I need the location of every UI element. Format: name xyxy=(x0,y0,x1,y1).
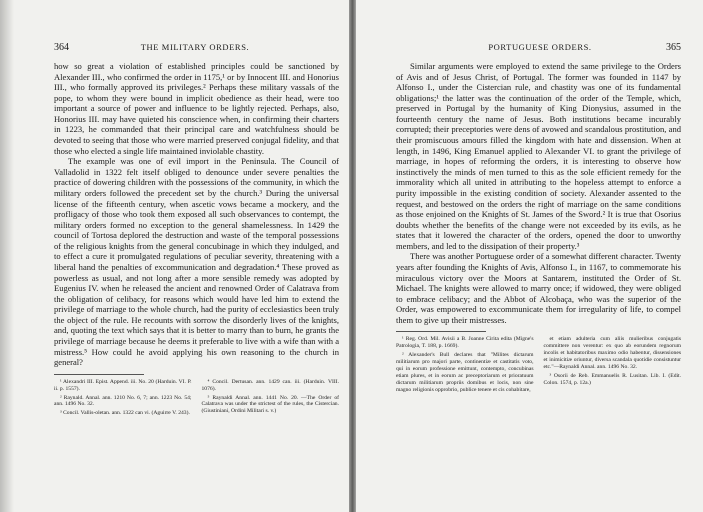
right-page xyxy=(356,0,703,512)
footnotes xyxy=(54,379,339,420)
book-gutter xyxy=(349,0,356,512)
body-text xyxy=(54,61,339,368)
running-title: THE MILITARY ORDERS. xyxy=(140,42,250,52)
footnote: ⁵ Raynaldi Annal. ann. 1441 No. 20. —The Order of Calatrava was under the strictest of the rules, the Cistercian. (Giustiniani, Ordini Militari s. v.) xyxy=(201,394,339,415)
body-text xyxy=(396,61,681,325)
footnotes xyxy=(396,336,681,395)
page-number: 365 xyxy=(666,42,681,53)
footnote-column xyxy=(54,379,192,420)
page-edge-shadow xyxy=(0,0,14,512)
paragraph: The example was one of evil import in the Peninsula. The Council of Valladolid in 1322 felt itself obliged to denounce under severe penalties the practice of dowering children with the possessions of the community, in which the military orders followed the precedent set by the church.³ During the universal license of the fifteenth century, when ascetic vows became a mockery, and the profligacy of those who took them exposed all such observances to contempt, the military orders formed no exception to the general shamelessness. In 1429 the council of Tortosa deplored the destruction and waste of the temporal possessions of the religious knights from the general concubinage in which they indulged, and to effect a cure it promulgated regulations of peculiar severity, threatening with a liberal hand the penalties of excommunication and degradation.⁴ These proved as powerless as usual, and not long after a more sensible remedy was adopted by Eugenius IV. when he released the ancient and renowned Order of Calatrava from the obligation of celibacy, for reasons which would have led him to extend the privilege of marriage to the whole church, had the purity of ecclesiastics been truly the object of the rule. He recounts with sorrow the disorderly lives of the knights, and, quoting the text which says that it is better to marry than to burn, he grants the privilege of marriage because he deems it preferable to live with a wife than with a mistress.⁵ How could he avoid applying his own reasoning to the church in general? xyxy=(54,156,339,368)
footnote: ³ Osorii de Reb. Emmanuelis R. Lusitan. Lib. I. (Edit. Colon. 1574, p. 12a.) xyxy=(543,372,681,386)
footnote-divider xyxy=(396,331,486,332)
footnote-column xyxy=(396,336,534,395)
footnote: ¹ Reg. Ord. Mil. Avisii a B. Joanne Cirita edita (Migne's Patrologia, T. 188, p. 1669). xyxy=(396,336,534,350)
footnote-column xyxy=(202,379,340,420)
footnote: ² Raynald. Annal. ann. 1210 No. 6, 7; ann. 1223 No. 54; ann. 1496 No. 32. xyxy=(54,394,192,408)
footnote: et etiam adulteria cum aliis mulieribus conjugatis committere non verentur: ex quo ab eorundem regnorum incolis et habitatoribus maximo odio habentur, dissensiones et inimicitiæ oriuntur, diversa scandala quotidie consistuntur etc."—Raynaldi Annal. ann. 1496 No. 32. xyxy=(543,336,681,371)
footnote-divider xyxy=(54,374,144,375)
footnote-column xyxy=(544,336,682,395)
running-title: PORTUGUESE ORDERS. xyxy=(488,42,592,52)
footnote: ³ Concil. Vallis-oletan. ann. 1322 can vi. (Aguirre V. 243). xyxy=(60,410,190,417)
footnote: ¹ Alexandri III. Epist. Append. iii. No. 20 (Harduin. VI. P. ii. p. 1557). xyxy=(54,378,192,392)
footnote: ² Alexander's Bull declares that "Milites dictarum militiarum pro majori parte, continentiæ et castitatis voto, qui in eorum professione emittunt, contempto, concubinas etiam plures, et in eorum ac preceptoriarum et prioratuum dictarum militiarum propriis domibus et locis, non sine magno religionis opprobrio, publice tenere et cis cohabitare, xyxy=(396,352,534,393)
paragraph: how so great a violation of established principles could be sanctioned by Alexander III., who confirmed the order in 1175,¹ or by Innocent III. and Honorius III., who formally approved its privileges.² Perhaps these military vassals of the pope, to whom they were bound in implicit obedience as their head, were too important a source of power and influence to be lightly rejected. Perhaps, also, Honorius III. may have quieted his conscience when, in confirming their charters in 1223, he commanded that their principal care and watchfulness should be devoted to seeing that those who were married preserved conjugal fidelity, and that those who elected a single life maintained inviolable chastity. xyxy=(54,61,339,156)
paragraph: There was another Portuguese order of a somewhat different character. Twenty years after founding the Knights of Avis, Alfonso I., in 1167, to commemorate his miraculous victory over the Moors at Santarem, instituted the Order of St. Michael. The knights were allowed to marry once; if widowed, they were obliged to embrace celibacy; and the Abbot of Alcobaça, who was the superior of the Order, was empowered to excommunicate them for irregularity of life, to compel them to give up their mistresses. xyxy=(396,251,681,325)
left-page xyxy=(0,0,349,512)
footnote: ⁴ Concil. Dertusan. ann. 1429 can. iii. (Harduin. VIII. 1076). xyxy=(201,378,339,392)
page-number: 364 xyxy=(54,42,69,53)
running-header xyxy=(54,42,339,54)
running-header xyxy=(396,42,681,54)
paragraph: Similar arguments were employed to extend the same privilege to the Orders of Avis and of Jesus Christ, of Portugal. The former was founded in 1147 by Alfonso I., under the Cistercian rule, and chastity was one of its fundamental obligations;¹ the latter was the continuation of the order of the Temple, which, preserved in Portugal by the humanity of King Dionysius, assumed in the fourteenth century the name of Jesus. Both institutions became incurably corrupted; their preceptories were dens of avowed and scandalous prostitution, and their promiscuous amours filled the kingdom with hate and dissension. When at length, in 1496, King Emanuel applied to Alexander VI. to grant the privilege of marriage, in hopes of reforming the orders, it is interesting to observe how instinctively the minds of men turned to this as the sole efficient remedy for the immorality which all united in attributing to the hopeless attempt to enforce a purity impossible in the existing condition of society. Alexander assented to the request, and bestowed on the orders the right of marriage on the same conditions as those enjoined on the Knights of St. James of the Sword.² It is true that Osorius doubts whether the benefits of the change were not exceeded by its evils, as he states that it lowered the character of the orders, opened the door to unworthy members, and led to the dissipation of their property.³ xyxy=(396,61,681,251)
